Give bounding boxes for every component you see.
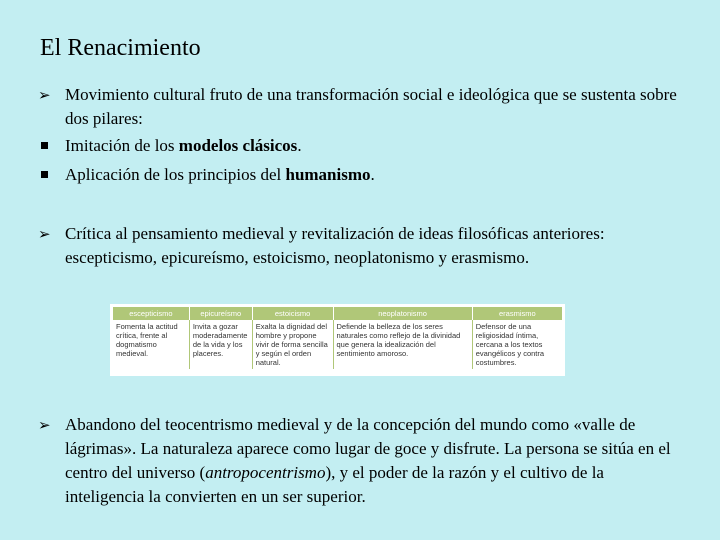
table-cell: Defensor de una religiosidad íntima, cercana a los textos evangélicos y contra costumbres.	[472, 320, 562, 369]
table-row	[113, 320, 562, 369]
section1-subitem-2: Aplicación de los principios del humanismo.	[65, 165, 375, 184]
table-cell: Exalta la dignidad del hombre y propone vivir de forma sencilla y según el orden natural.	[252, 320, 333, 369]
section3-text: Abandono del teocentrismo medieval y de la concepción del mundo como «valle de lágrimas». La naturaleza aparece como lugar de goce y disfrute. La persona se sitúa en el centro del universo (antropocentrismo), y el poder de la razón y el cultivo de la inteligencia la convierten en un ser superior.	[65, 415, 671, 506]
table-header: epicureísmo	[189, 307, 252, 320]
arrow-bullet-icon: ➢	[38, 225, 51, 243]
table-header-row	[113, 307, 562, 320]
section1-text: Movimiento cultural fruto de una transformación social e ideológica que se sustenta sobre dos pilares:	[65, 85, 677, 128]
philosophy-table-grid	[113, 307, 562, 369]
slide-title: El Renacimiento	[40, 35, 201, 61]
philosophy-table	[110, 304, 565, 376]
table-cell: Fomenta la actitud crítica, frente al dogmatismo medieval.	[113, 320, 189, 369]
section2-text: Crítica al pensamiento medieval y revitalización de ideas filosóficas anteriores: escepticismo, epicureísmo, estoicismo, neoplatonismo y erasmismo.	[65, 224, 605, 267]
section1-subitem-1: Imitación de los modelos clásicos.	[65, 136, 302, 155]
square-bullet-icon	[41, 171, 48, 178]
square-bullet-icon	[41, 142, 48, 149]
table-header: neoplatonismo	[333, 307, 472, 320]
table-cell: Defiende la belleza de los seres naturales como reflejo de la divinidad que genera la idealización del sentimiento amoroso.	[333, 320, 472, 369]
table-header: estoicismo	[252, 307, 333, 320]
bold-term-humanismo: humanismo	[285, 165, 371, 184]
italic-term-antropocentrismo: antropocentrismo	[205, 463, 326, 482]
table-header: escepticismo	[113, 307, 189, 320]
arrow-bullet-icon: ➢	[38, 416, 51, 434]
table-cell: Invita a gozar moderadamente de la vida y los placeres.	[189, 320, 252, 369]
arrow-bullet-icon: ➢	[38, 86, 51, 104]
bold-term-modelos-clasicos: modelos clásicos	[178, 136, 298, 155]
table-header: erasmismo	[472, 307, 562, 320]
